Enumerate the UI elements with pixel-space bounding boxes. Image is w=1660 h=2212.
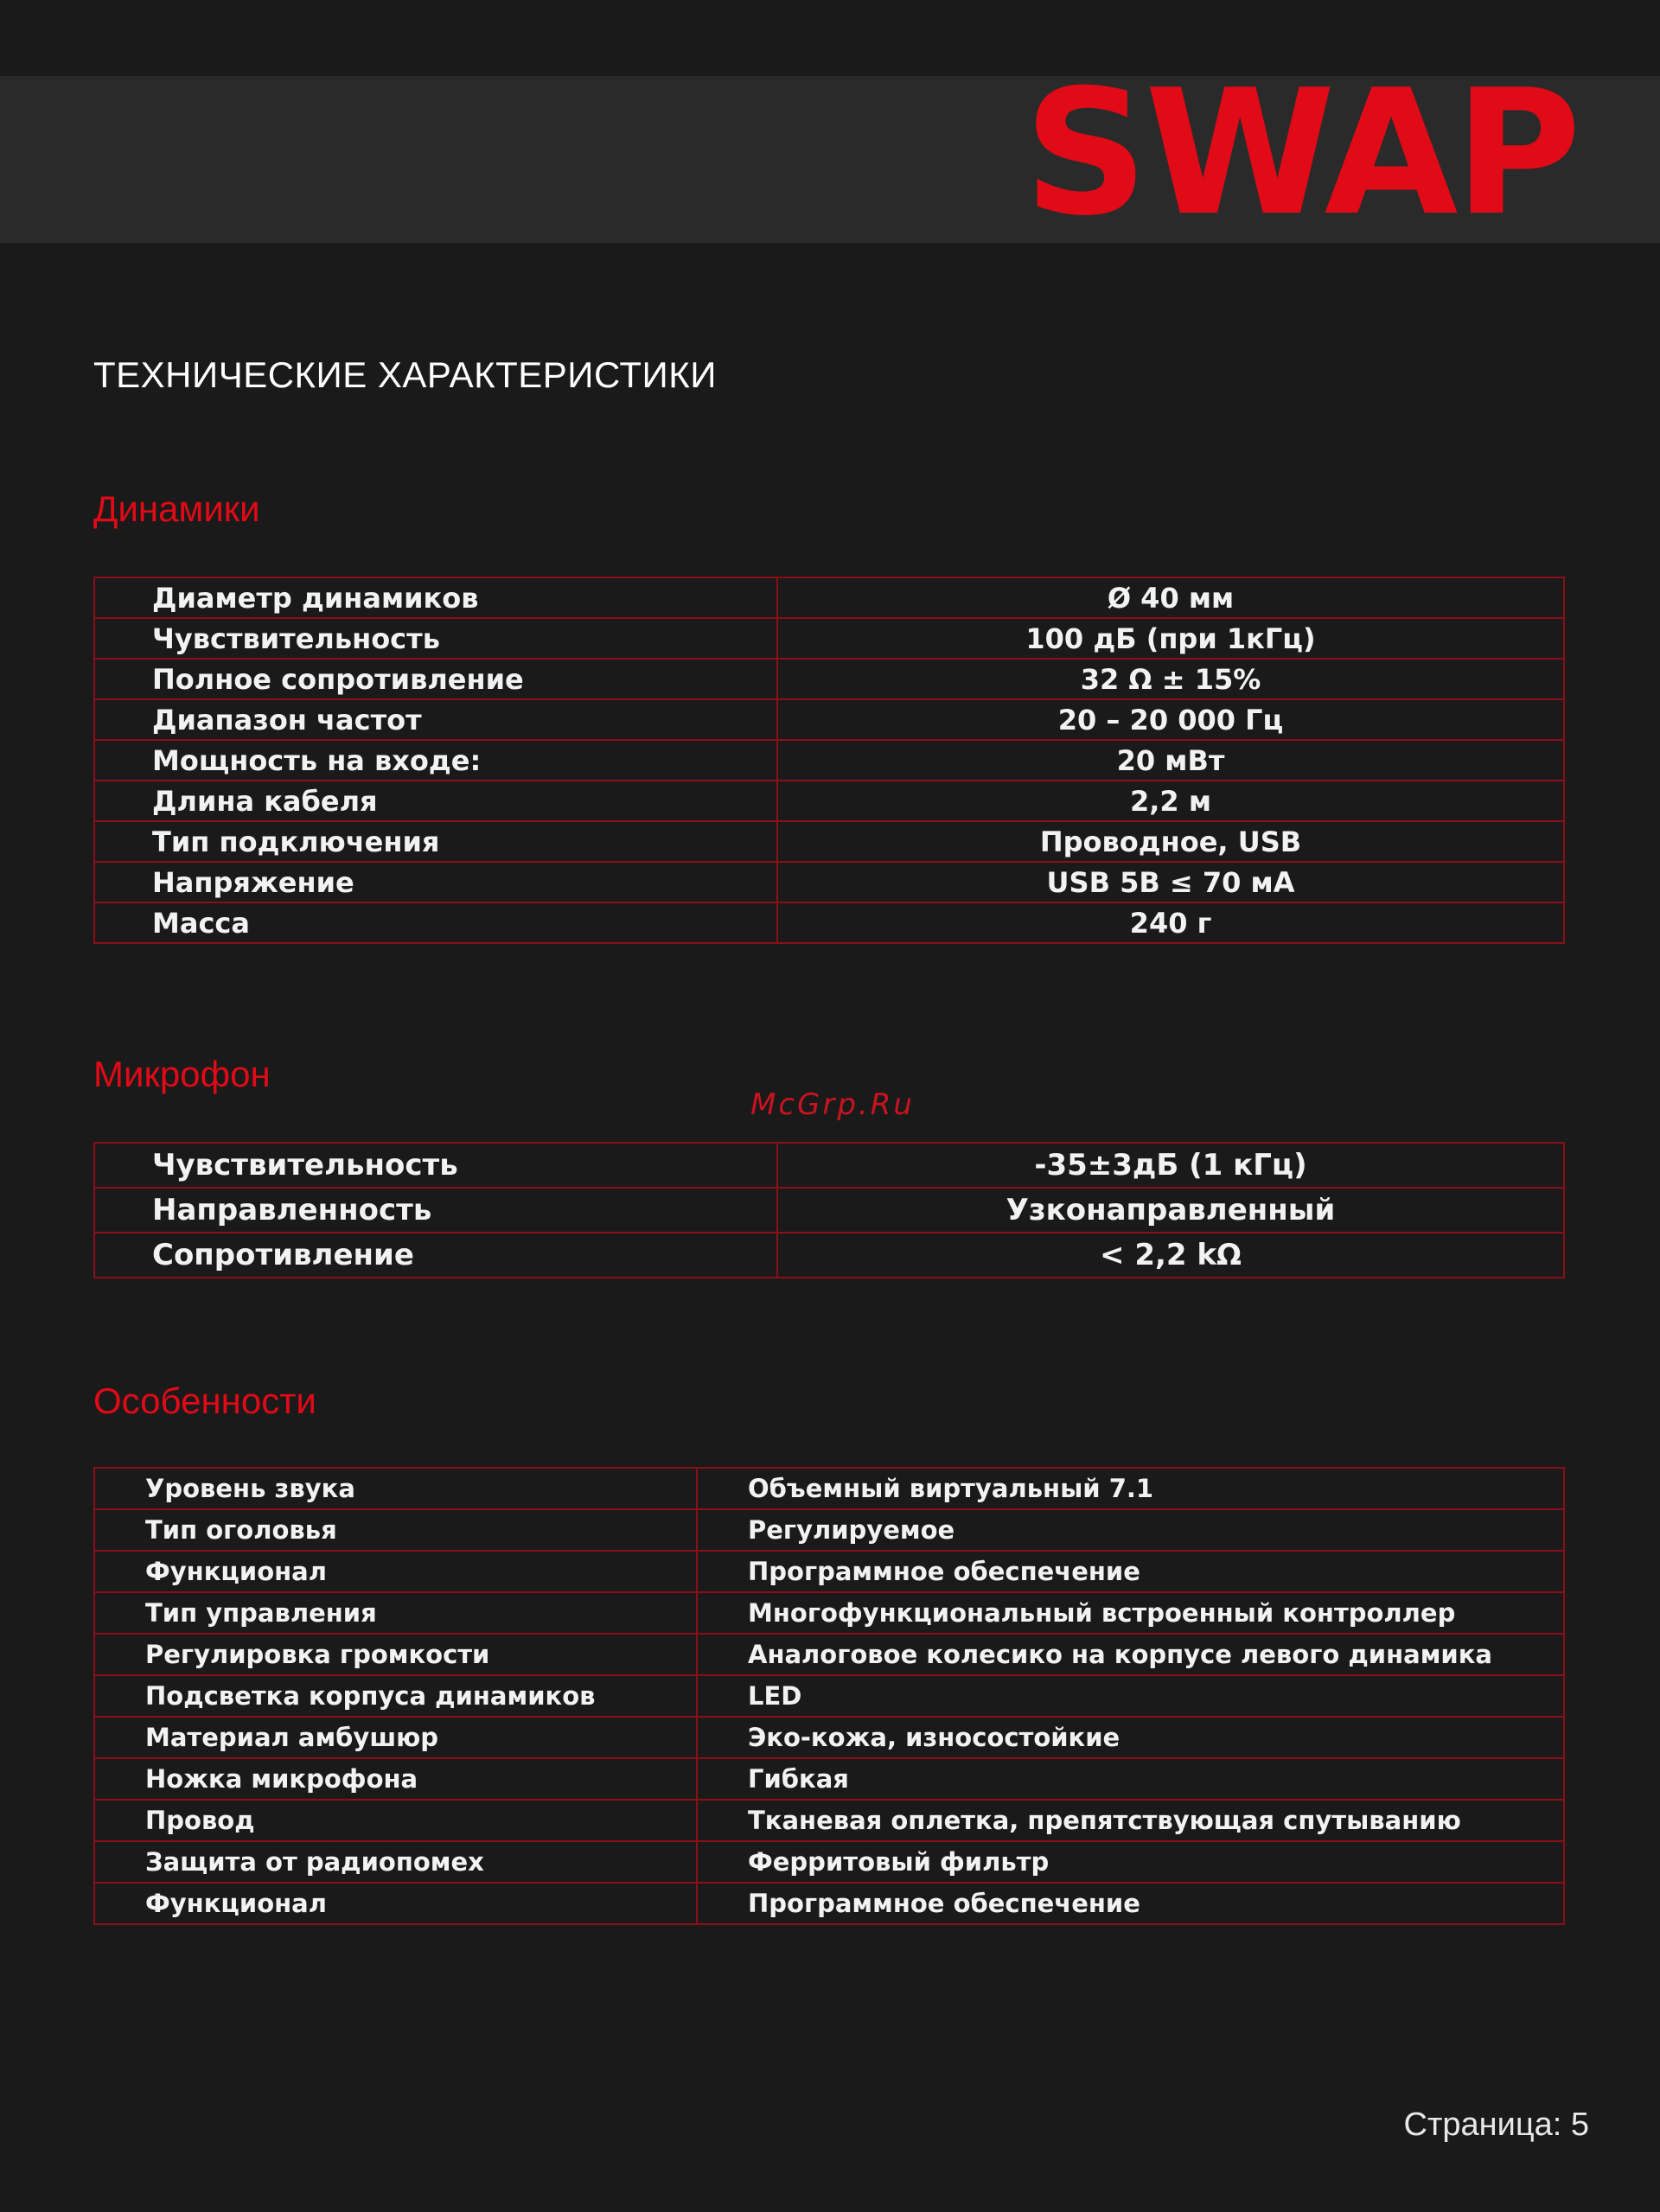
- microphone-spec-table: [93, 1142, 1565, 1278]
- spec-value: Аналоговое колесико на корпусе левого динамика: [697, 1634, 1564, 1675]
- table-row: [94, 862, 1564, 902]
- table-row: [94, 781, 1564, 821]
- spec-value: Узконаправленный: [777, 1188, 1564, 1233]
- table-row: [94, 618, 1564, 659]
- table-row: [94, 699, 1564, 740]
- spec-value: 32 Ω ± 15%: [777, 659, 1564, 699]
- spec-label: Провод: [94, 1800, 697, 1841]
- features-spec-table: [93, 1467, 1565, 1925]
- spec-label: Чувствительность: [94, 618, 777, 659]
- spec-value: Ферритовый фильтр: [697, 1841, 1564, 1883]
- table-row: [94, 1509, 1564, 1551]
- spec-value: Гибкая: [697, 1758, 1564, 1800]
- spec-value: Программное обеспечение: [697, 1883, 1564, 1924]
- table-row: [94, 740, 1564, 781]
- page-number: Страница: 5: [1403, 2107, 1589, 2143]
- section-title-speakers: Динамики: [93, 488, 260, 529]
- spec-value: LED: [697, 1675, 1564, 1717]
- table-row: [94, 1758, 1564, 1800]
- spec-value: 240 г: [777, 902, 1564, 943]
- spec-label: Чувствительность: [94, 1143, 777, 1188]
- spec-label: Регулировка громкости: [94, 1634, 697, 1675]
- spec-value: 20 – 20 000 Гц: [777, 699, 1564, 740]
- spec-label: Ножка микрофона: [94, 1758, 697, 1800]
- spec-label: Тип подключения: [94, 821, 777, 862]
- spec-label: Сопротивление: [94, 1233, 777, 1278]
- spec-label: Полное сопротивление: [94, 659, 777, 699]
- spec-value: Объемный виртуальный 7.1: [697, 1468, 1564, 1509]
- spec-value: < 2,2 kΩ: [777, 1233, 1564, 1278]
- table-row: [94, 1634, 1564, 1675]
- spec-label: Напряжение: [94, 862, 777, 902]
- spec-value: Ø 40 мм: [777, 577, 1564, 618]
- spec-value: Многофункциональный встроенный контроллер: [697, 1592, 1564, 1634]
- spec-value: Эко-кожа, износостойкие: [697, 1717, 1564, 1758]
- table-row: [94, 577, 1564, 618]
- spec-value: 20 мВт: [777, 740, 1564, 781]
- table-row: [94, 1551, 1564, 1592]
- table-row: [94, 1188, 1564, 1233]
- table-row: [94, 1468, 1564, 1509]
- spec-label: Уровень звука: [94, 1468, 697, 1509]
- spec-value: Проводное, USB: [777, 821, 1564, 862]
- table-row: [94, 1675, 1564, 1717]
- spec-label: Диаметр динамиков: [94, 577, 777, 618]
- speakers-spec-table: [93, 577, 1565, 944]
- watermark: McGrp.Ru: [750, 1087, 915, 1122]
- table-row: [94, 1592, 1564, 1634]
- spec-value: Программное обеспечение: [697, 1551, 1564, 1592]
- spec-label: Защита от радиопомех: [94, 1841, 697, 1883]
- table-row: [94, 902, 1564, 943]
- table-row: [94, 821, 1564, 862]
- spec-label: Масса: [94, 902, 777, 943]
- table-row: [94, 1143, 1564, 1188]
- brand-logo: SWAP: [1023, 53, 1578, 254]
- spec-value: 2,2 м: [777, 781, 1564, 821]
- spec-label: Подсветка корпуса динамиков: [94, 1675, 697, 1717]
- table-row: [94, 1233, 1564, 1278]
- table-row: [94, 1883, 1564, 1924]
- spec-label: Диапазон частот: [94, 699, 777, 740]
- spec-label: Функционал: [94, 1551, 697, 1592]
- table-row: [94, 1800, 1564, 1841]
- table-row: [94, 1841, 1564, 1883]
- spec-label: Тип оголовья: [94, 1509, 697, 1551]
- section-title-microphone: Микрофон: [93, 1054, 271, 1094]
- spec-value: Тканевая оплетка, препятствующая спутыванию: [697, 1800, 1564, 1841]
- spec-label: Материал амбушюр: [94, 1717, 697, 1758]
- table-row: [94, 1717, 1564, 1758]
- section-title-features: Особенности: [93, 1380, 316, 1421]
- spec-label: Мощность на входе:: [94, 740, 777, 781]
- spec-value: 100 дБ (при 1кГц): [777, 618, 1564, 659]
- spec-value: USB 5В ≤ 70 мА: [777, 862, 1564, 902]
- spec-value: Регулируемое: [697, 1509, 1564, 1551]
- spec-label: Направленность: [94, 1188, 777, 1233]
- spec-label: Функционал: [94, 1883, 697, 1924]
- spec-value: -35±3дБ (1 кГц): [777, 1143, 1564, 1188]
- table-row: [94, 659, 1564, 699]
- page-title: ТЕХНИЧЕСКИЕ ХАРАКТЕРИСТИКИ: [93, 354, 717, 395]
- spec-label: Тип управления: [94, 1592, 697, 1634]
- spec-label: Длина кабеля: [94, 781, 777, 821]
